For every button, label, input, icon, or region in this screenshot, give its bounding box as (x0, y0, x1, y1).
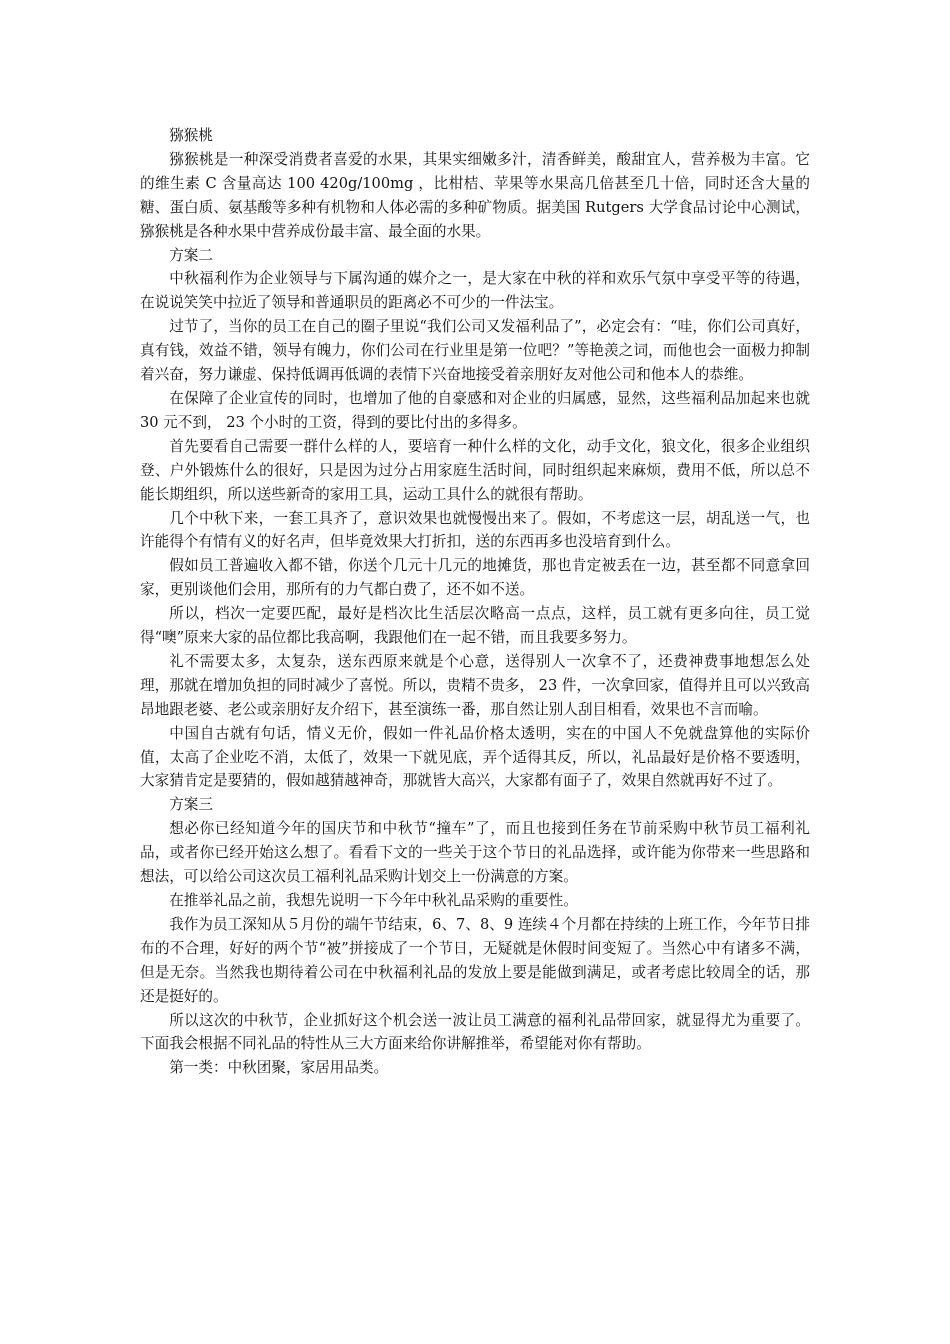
paragraph: 我作为员工深知从５月份的端午节结束，6、7、8、9 连续４个月都在持续的上班工作，今年节日排布的不合理，好好的两个节“被”拼接成了一个节日，无疑就是休假时间变短了。当然心中有诸多不满，但是无奈。当然我也期待着公司在中秋福利礼品的发放上要是能做到满足，或者考虑比较周全的话，那还是挺好的。 (140, 915, 810, 1005)
paragraph: 过节了，当你的员工在自己的圈子里说“我们公司又发福利品了”，必定会有：“哇，你们公司真好，真有钱，效益不错，领导有魄力，你们公司在行业里是第一位吧？”等艳羡之词，而他也会一面极力抑制着兴奋，努力谦虚、保持低调再低调的表情下兴奋地接受着亲朋好友对他公司和他本人的恭维。 (140, 318, 810, 384)
paragraph: 几个中秋下来，一套工具齐了，意识效果也就慢慢出来了。假如，不考虑这一层，胡乱送一气，也许能得个有情有义的好名声，但毕竟效果大打折扣，送的东西再多也没培育到什么。 (140, 509, 810, 551)
section-heading-plan-three: 方案三 (169, 796, 213, 814)
paragraph: 假如员工普遍收入都不错，你送个几元十几元的地摊货，那也肯定被丢在一边，甚至都不同意拿回家，更别谈他们会用，那所有的力气都白费了，还不如不送。 (140, 557, 810, 599)
paragraph: 想必你已经知道今年的国庆节和中秋节“撞车”了，而且也接到任务在节前采购中秋节员工福利礼品，或者你已经开始这么想了。看看下文的一些关于这个节日的礼品选择，或许能为你带来一些思路和想法，可以给公司这次员工福利礼品采购计划交上一份满意的方案。 (140, 820, 810, 886)
paragraph: 中国自古就有句话，情义无价，假如一件礼品价格太透明，实在的中国人不免就盘算他的实际价值，太高了企业吃不消，太低了，效果一下就见底，弄个适得其反，所以，礼品最好是价格不要透明，大家猜肯定是要猜的，假如越猜越神奇，那就皆大高兴，大家都有面子了，效果自然就再好不过了。 (140, 724, 810, 790)
paragraph: 猕猴桃是一种深受消费者喜爱的水果，其果实细嫩多汁，清香鲜美，酸甜宜人，营养极为丰富。它的维生素 C 含量高达 100 420g/100mg ，比柑桔、苹果等水果高几倍甚至几十倍，同时还含大量的糖、蛋白质、氨基酸等多种有机物和人体必需的多种矿物质。据美国 Rutgers 大学食品讨论中心测试，猕猴桃是各种水果中营养成份最丰富、最全面的水果。 (140, 150, 810, 240)
paragraph: 在推举礼品之前，我想先说明一下今年中秋礼品采购的重要性。 (169, 892, 578, 909)
paragraph: 所以，档次一定要匹配，最好是档次比生活层次略高一点点，这样，员工就有更多向往，员工觉得“噢”原来大家的品位都比我高啊，我跟他们在一起不错，而且我要多努力。 (140, 605, 810, 647)
paragraph: 首先要看自己需要一群什么样的人，要培育一种什么样的文化，动手文化，狼文化，很多企业组织登、户外锻炼什么的很好，只是因为过分占用家庭生活时间，同时组织起来麻烦，费用不低，所以总不能长期组织，所以送些新奇的家用工具，运动工具什么的就很有帮助。 (140, 437, 810, 503)
paragraph: 第一类：中秋团聚，家居用品类。 (169, 1059, 389, 1077)
paragraph: 中秋福利作为企业领导与下属沟通的媒介之一，是大家在中秋的祥和欢乐气氛中享受平等的待遇，在说说笑笑中拉近了领导和普通职员的距离必不可少的一件法宝。 (140, 270, 810, 312)
paragraph: 礼不需要太多，太复杂，送东西原来就是个心意，送得别人一次拿不了，还费神费事地想怎么处理，那就在增加负担的同时减少了喜悦。所以，贵精不贵多， 23 件，一次拿回家，值得并且可以兴致高昂地跟老婆、老公或亲朋好友介绍下，甚至演练一番，那自然让别人刮目相看，效果也不言而喻。 (140, 652, 810, 718)
document-page (140, 124, 810, 1080)
section-heading-plan-two: 方案二 (169, 246, 213, 264)
paragraph: 在保障了企业宣传的同时，也增加了他的自豪感和对企业的归属感，显然，这些福利品加起来也就 30 元不到， 23 个小时的工资，得到的要比付出的多得多。 (140, 389, 810, 431)
section-heading-kiwi: 猕猴桃 (169, 127, 213, 144)
paragraph: 所以这次的中秋节，企业抓好这个机会送一波让员工满意的福利礼品带回家，就显得尤为重要了。下面我会根据不同礼品的特性从三大方面来给你讲解推举，希望能对你有帮助。 (140, 1011, 810, 1053)
